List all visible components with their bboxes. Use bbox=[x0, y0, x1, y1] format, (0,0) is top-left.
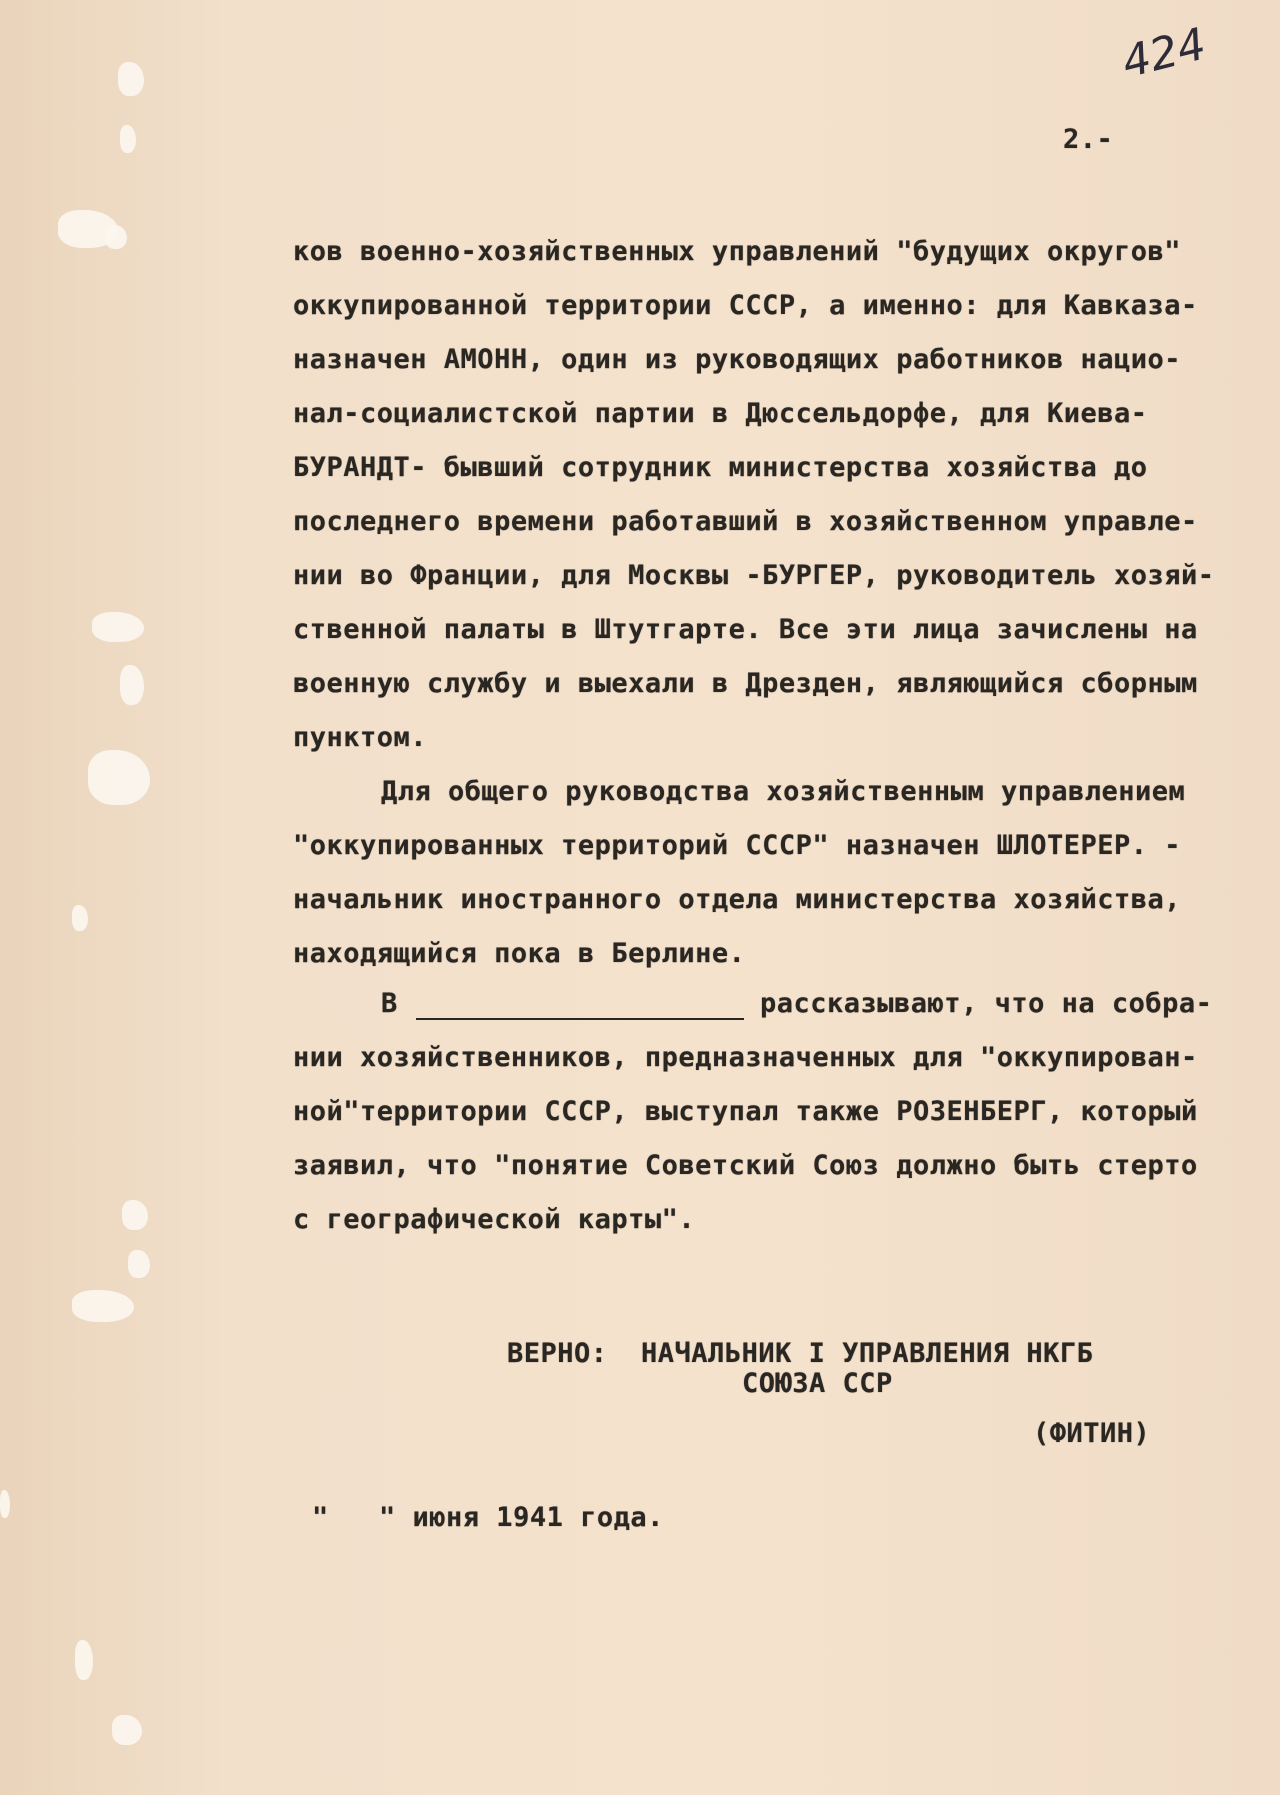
paper-damage bbox=[118, 62, 144, 96]
body-line: заявил, что "понятие Советский Союз должно быть стерто bbox=[293, 1150, 1198, 1181]
body-line: начальник иностранного отдела министерства хозяйства, bbox=[293, 884, 1182, 915]
body-line: "оккупированных территорий СССР" назначен ШЛОТЕРЕР. - bbox=[293, 830, 1182, 861]
body-line-prefix: В bbox=[381, 988, 398, 1019]
body-line: нии во Франции, для Москвы -БУРГЕР, руководитель хозяй- bbox=[293, 560, 1215, 591]
page-number: 2.- bbox=[1063, 124, 1114, 155]
paper-damage bbox=[128, 1250, 150, 1278]
body-line: назначен АМОНН, один из руководящих работников нацио- bbox=[293, 344, 1182, 375]
paper-damage bbox=[120, 665, 144, 705]
paper-damage bbox=[105, 225, 127, 249]
body-line: БУРАНДТ- бывший сотрудник министерства хозяйства до bbox=[293, 452, 1148, 483]
paper-damage bbox=[88, 750, 150, 805]
signature-org: СОЮЗА ССР bbox=[742, 1368, 893, 1399]
body-line: с географической карты". bbox=[293, 1204, 696, 1235]
body-line: ков военно-хозяйственных управлений "будущих округов" bbox=[293, 236, 1182, 267]
signature-title: ВЕРНО: НАЧАЛЬНИК I УПРАВЛЕНИЯ НКГБ bbox=[507, 1338, 1094, 1369]
body-line: последнего времени работавший в хозяйственном управле- bbox=[293, 506, 1198, 537]
date-line: " " июня 1941 года. bbox=[312, 1502, 664, 1533]
body-line: пунктом. bbox=[293, 722, 428, 753]
body-line: нал-социалистской партии в Дюссельдорфе, для Киева- bbox=[293, 398, 1148, 429]
paper-damage bbox=[112, 1715, 142, 1745]
body-line: Для общего руководства хозяйственным управлением bbox=[381, 776, 1186, 807]
redacted-blank bbox=[416, 1018, 744, 1020]
body-line: оккупированной территории СССР, а именно: для Кавказа- bbox=[293, 290, 1198, 321]
handwritten-annotation: 424 bbox=[1117, 18, 1211, 89]
body-line: ственной палаты в Штутгарте. Все эти лица зачислены на bbox=[293, 614, 1198, 645]
paper-damage bbox=[122, 1200, 148, 1230]
paper-damage bbox=[0, 1490, 10, 1518]
paper-damage bbox=[92, 612, 144, 642]
body-line-suffix: рассказывают, что на собра- bbox=[760, 988, 1213, 1019]
paper-damage bbox=[72, 905, 88, 931]
body-line: ной"территории СССР, выступал также РОЗЕНБЕРГ, который bbox=[293, 1096, 1198, 1127]
body-line: находящийся пока в Берлине. bbox=[293, 938, 746, 969]
paper-damage bbox=[72, 1290, 134, 1322]
body-line: военную службу и выехали в Дрезден, являющийся сборным bbox=[293, 668, 1198, 699]
signature-name: (ФИТИН) bbox=[1033, 1418, 1151, 1449]
paper-damage bbox=[75, 1640, 93, 1680]
body-line: нии хозяйственников, предназначенных для "оккупирован- bbox=[293, 1042, 1198, 1073]
paper-damage bbox=[120, 125, 136, 153]
